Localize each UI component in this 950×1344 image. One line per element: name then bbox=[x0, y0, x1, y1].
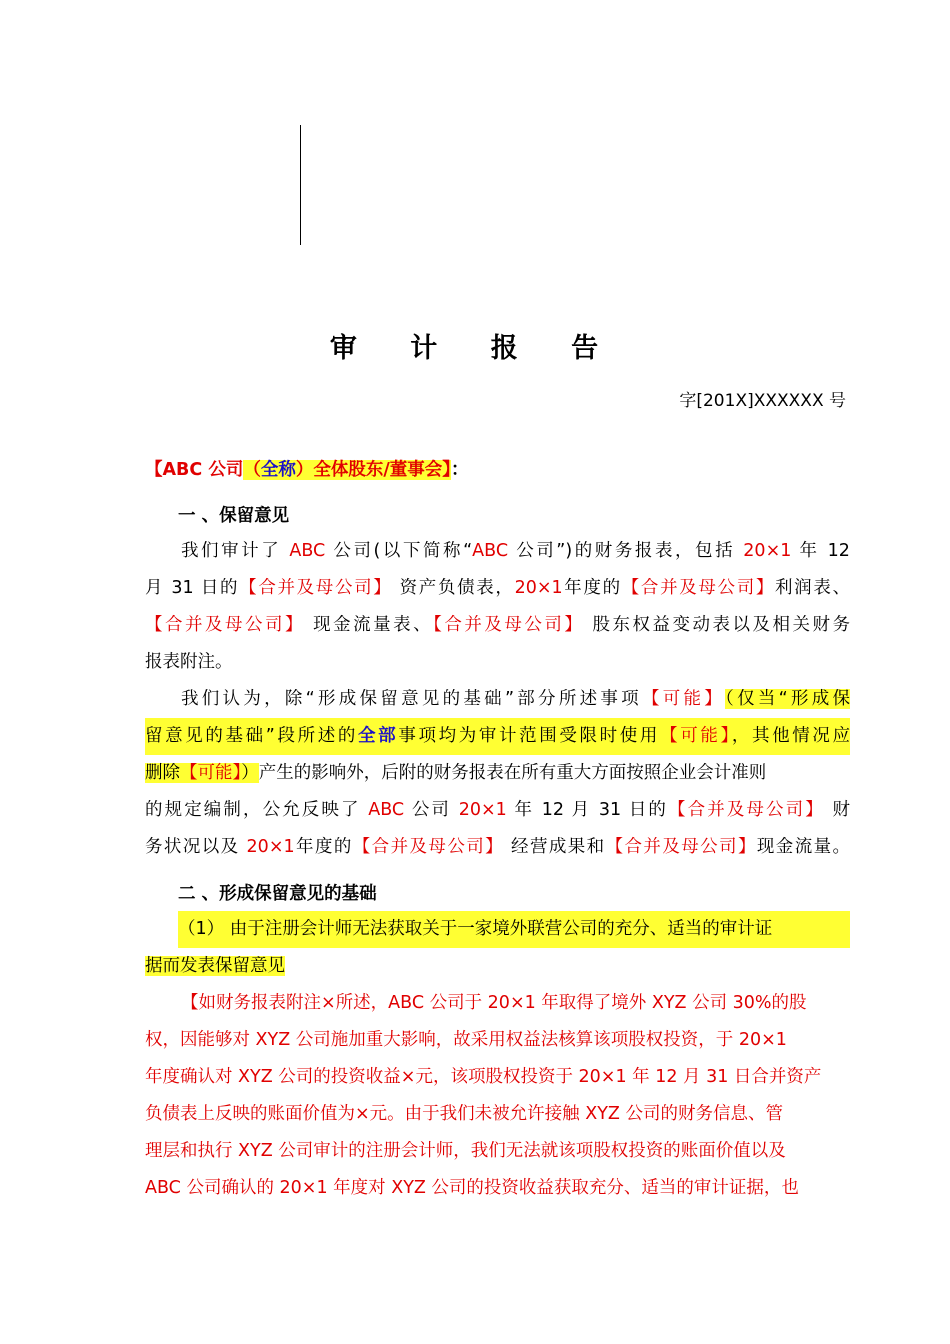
paragraph-line: 年度确认对 XYZ 公司的投资收益×元，该项股权投资于 20×1 年 12 月 31 日合并资产 bbox=[145, 1067, 822, 1087]
text-run: （1） 由于注册会计师无法获取关于一家境外联营公司的充分、适当的审计证 bbox=[178, 911, 850, 948]
addressee bbox=[145, 452, 850, 489]
text-run: 【可能】 bbox=[180, 763, 242, 783]
item-heading-line bbox=[145, 948, 850, 985]
text-run: 现金流量表、 bbox=[313, 615, 434, 635]
text-run: ） bbox=[241, 763, 259, 783]
text-run: 资产负债表， bbox=[399, 578, 515, 598]
section-heading: 二 、形成保留意见的基础 bbox=[178, 884, 377, 904]
text-run: ABC bbox=[368, 800, 405, 820]
text-run: 【合并及母公司】 bbox=[145, 615, 306, 635]
addressee-part: （ bbox=[243, 460, 261, 480]
text-run: 据而发表保留意见 bbox=[145, 956, 285, 976]
margin-vertical-line bbox=[300, 125, 301, 245]
text-run: 20×1 bbox=[246, 837, 295, 857]
text-run: 年 12 bbox=[799, 541, 850, 561]
paragraph-line bbox=[145, 533, 850, 570]
paragraph-line: 报表附注。 bbox=[145, 652, 233, 672]
paragraph-line bbox=[145, 607, 850, 644]
paragraph-line: 理层和执行 XYZ 公司审计的注册会计师，我们无法就该项股权投资的账面价值以及 bbox=[145, 1141, 786, 1161]
text-run: 【可能】 bbox=[641, 689, 726, 709]
paragraph-line: 负债表上反映的账面价值为×元。由于我们未被允许接触 XYZ 公司的财务信息、管 bbox=[145, 1104, 783, 1124]
text-run: 经营成果和 bbox=[511, 837, 606, 857]
text-run: 【合并及母公司】 bbox=[352, 837, 505, 857]
text-run: 月 31 日的 bbox=[145, 578, 240, 598]
text-run: ABC bbox=[472, 541, 509, 561]
text-run: 年 12 月 31 日的 bbox=[514, 800, 669, 820]
item-heading-line bbox=[178, 911, 850, 948]
text-run: 20×1 bbox=[514, 578, 563, 598]
document-number: 字[201X]XXXXXX 号 bbox=[679, 391, 846, 411]
paragraph-line bbox=[145, 792, 850, 829]
text-run: 年度的 bbox=[562, 578, 622, 598]
text-run: 删除 bbox=[145, 763, 180, 783]
text-run: 公司 bbox=[411, 800, 452, 820]
text-run: 股东权益变动表以及相关财务 bbox=[592, 615, 851, 635]
paragraph-line: 权，因能够对 XYZ 公司施加重大影响，故采用权益法核算该项股权投资，于 20×1 bbox=[145, 1030, 787, 1050]
addressee-part: 【ABC 公司 bbox=[145, 460, 244, 480]
paragraph-line bbox=[145, 755, 850, 792]
paragraph-line bbox=[145, 681, 850, 718]
text-run: 我们审计了 bbox=[181, 541, 282, 561]
addressee-part: 全称 bbox=[260, 460, 296, 480]
text-run: ，其他情况应 bbox=[731, 726, 851, 746]
paragraph-line: ABC 公司确认的 20×1 年度对 XYZ 公司的投资收益获取充分、适当的审计证据，也 bbox=[145, 1178, 799, 1198]
paragraph-line: 【如财务报表附注×所述，ABC 公司于 20×1 年取得了境外 XYZ 公司 30%的股 bbox=[181, 993, 807, 1013]
section-heading: 一 、保留意见 bbox=[178, 506, 290, 526]
text-run: 年度的 bbox=[294, 837, 353, 857]
text-run: （仅当“形成保 bbox=[725, 689, 851, 709]
text-run: 留意见的基础”段所述的 bbox=[145, 726, 359, 746]
report-title: 审 计 报 告 bbox=[329, 333, 621, 364]
text-run: 【合并及母公司】 bbox=[668, 800, 825, 820]
text-run: 事项均为审计范围受限时使用 bbox=[398, 726, 661, 746]
addressee-part: ： bbox=[450, 460, 469, 480]
text-run: 公司(以下简称“ bbox=[333, 541, 473, 561]
paragraph-line bbox=[145, 829, 850, 866]
text-run: 公司”)的财务报表，包括 bbox=[516, 541, 736, 561]
text-run: 利润表、 bbox=[775, 578, 850, 598]
text-run: 【合并及母公司】 bbox=[433, 615, 585, 635]
text-run: 务状况以及 bbox=[145, 837, 240, 857]
paragraph-line bbox=[145, 570, 850, 607]
text-run: 财 bbox=[832, 800, 850, 820]
text-run: 我们认为，除“形成保留意见的基础”部分所述事项 bbox=[181, 689, 642, 709]
text-run: 【可能】 bbox=[660, 726, 732, 746]
text-run: 全部 bbox=[358, 726, 399, 746]
text-run: ABC bbox=[289, 541, 326, 561]
addressee-part: ）全体股东/董事会】 bbox=[295, 460, 451, 480]
text-run: 【合并及母公司】 bbox=[605, 837, 757, 857]
text-run: 现金流量。 bbox=[756, 837, 851, 857]
text-run: 【合并及母公司】 bbox=[239, 578, 393, 598]
text-run: 20×1 bbox=[743, 541, 792, 561]
text-run: 20×1 bbox=[458, 800, 507, 820]
text-run: 【合并及母公司】 bbox=[621, 578, 776, 598]
paragraph-line bbox=[145, 718, 850, 755]
text-run: 产生的影响外，后附的财务报表在所有重大方面按照企业会计准则 bbox=[258, 763, 767, 783]
text-run: 的规定编制，公允反映了 bbox=[145, 800, 361, 820]
